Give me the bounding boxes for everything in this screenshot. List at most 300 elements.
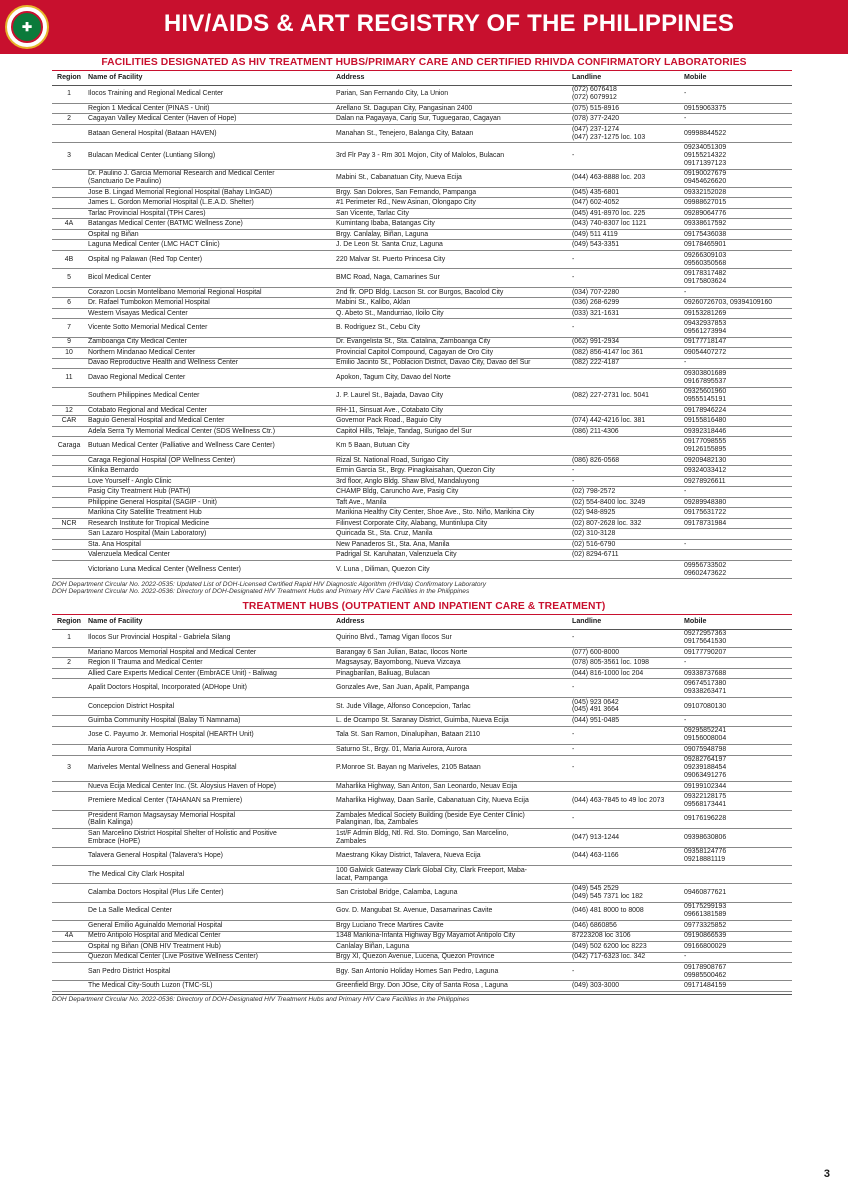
cell-address: Zambales Medical Society Building (beside Eye Center Clinic) Palanginan, Iba, Zambales	[334, 810, 570, 828]
cell-name: San Pedro District Hospital	[86, 963, 334, 981]
cell-landline: -	[570, 810, 682, 828]
cell-mobile: 09177098555 09126155895	[682, 437, 792, 455]
cell-name: Maria Aurora Community Hospital	[86, 745, 334, 756]
cell-name: Calamba Doctors Hospital (Plus Life Center)	[86, 884, 334, 902]
cell-name: Dr. Rafael Tumbokon Memorial Hospital	[86, 298, 334, 309]
cell-name: Metro Antipolo Hospital and Medical Center	[86, 931, 334, 942]
cell-address: Greenfield Brgy. Don JOse, City of Santa Rosa , Laguna	[334, 981, 570, 992]
cell-name: Corazon Locsin Montelibano Memorial Regional Hospital	[86, 287, 334, 298]
cell-region	[52, 358, 86, 369]
cell-region	[52, 865, 86, 883]
cell-name: Tarlac Provincial Hospital (TPH Cares)	[86, 208, 334, 219]
cell-landline: (075) 515-8916	[570, 103, 682, 114]
cell-region: NCR	[52, 518, 86, 529]
page-title: HIV/AIDS & ART REGISTRY OF THE PHILIPPINES	[163, 10, 735, 37]
cell-mobile: 09773325852	[682, 921, 792, 932]
cell-name: Southern Philippines Medical Center	[86, 387, 334, 405]
cell-mobile: 09159063375	[682, 103, 792, 114]
cell-landline: (047) 602-4052	[570, 198, 682, 209]
cell-mobile: 09956733502 09602473622	[682, 560, 792, 578]
cell-region: 9	[52, 337, 86, 348]
cell-address: Arellano St. Dagupan City, Pangasinan 2400	[334, 103, 570, 114]
cell-mobile: 09398630806	[682, 829, 792, 847]
cell-mobile	[682, 550, 792, 561]
cell-region	[52, 942, 86, 953]
table-row	[52, 931, 792, 942]
column-header-mobile: Mobile	[682, 72, 792, 85]
cell-mobile: 09358124776 09218881119	[682, 847, 792, 865]
cell-address: Brgy Luciano Trece Martires Cavite	[334, 921, 570, 932]
cell-name: Davao Regional Medical Center	[86, 369, 334, 387]
cell-name: The Medical City-South Luzon (TMC-SL)	[86, 981, 334, 992]
cell-name: Bicol Medical Center	[86, 269, 334, 287]
table-row	[52, 416, 792, 427]
cell-mobile: 09171484159	[682, 981, 792, 992]
cell-landline	[570, 781, 682, 792]
cell-mobile: 09272957363 09175641530	[682, 629, 792, 647]
cell-address: Tala St. San Ramon, Dinalupihan, Bataan 2110	[334, 726, 570, 744]
cell-name: Cagayan Valley Medical Center (Haven of Hope)	[86, 114, 334, 125]
cell-address: 1348 Marikina-Infanta Highway Bgy Mayamot Antipolo City	[334, 931, 570, 942]
cell-region	[52, 508, 86, 519]
cell-address: Q. Abeto St., Mandurriao, Iloilo City	[334, 308, 570, 319]
cell-name: Valenzuela Medical Center	[86, 550, 334, 561]
cell-name: Philippine General Hospital (SAGIP - Unit)	[86, 497, 334, 508]
cell-mobile: 09998844522	[682, 124, 792, 142]
cell-address: Apokon, Tagum City, Davao del Norte	[334, 369, 570, 387]
cell-mobile: 09332152028	[682, 187, 792, 198]
cell-region	[52, 287, 86, 298]
cell-mobile: 09178465901	[682, 240, 792, 251]
table-row	[52, 497, 792, 508]
table-row	[52, 884, 792, 902]
cell-mobile: -	[682, 487, 792, 498]
cell-address: 1st/F Admin Bldg, Ntl. Rd. Sto. Domingo, San Marcelino, Zambales	[334, 829, 570, 847]
cell-address: St. Jude Village, Alfonso Concepcion, Tarlac	[334, 697, 570, 715]
cell-address: Ermin Garcia St., Brgy. Pinagkaisahan, Quezon City	[334, 466, 570, 477]
cell-region	[52, 198, 86, 209]
cell-address: Capitol Hills, Telaje, Tandag, Surigao del Sur	[334, 426, 570, 437]
table-row	[52, 981, 792, 992]
cell-region	[52, 529, 86, 540]
cell-address: Canlalay Biñan, Laguna	[334, 942, 570, 953]
table-row	[52, 308, 792, 319]
cell-address: Barangay 6 San Julian, Batac, Ilocos Norte	[334, 647, 570, 658]
table-row	[52, 508, 792, 519]
cell-mobile: 09266309103 09560350568	[682, 250, 792, 268]
cell-name: Quezon Medical Center (Live Positive Wellness Center)	[86, 952, 334, 963]
table-row	[52, 658, 792, 669]
cell-mobile: 09289064776	[682, 208, 792, 219]
table-header-row	[52, 72, 792, 85]
table-row	[52, 697, 792, 715]
cell-region	[52, 668, 86, 679]
cell-name: Allied Care Experts Medical Center (EmbrACE Unit) - Baliwag	[86, 668, 334, 679]
cell-name: Butuan Medical Center (Palliative and Wellness Care Center)	[86, 437, 334, 455]
cell-name: James L. Gordon Memorial Hospital (L.E.A.D. Shelter)	[86, 198, 334, 209]
cell-landline: (077) 600-8000	[570, 647, 682, 658]
column-header-region: Region	[52, 616, 86, 629]
table-row	[52, 387, 792, 405]
table-row	[52, 829, 792, 847]
cell-address: Filinvest Corporate City, Alabang, Muntinlupa City	[334, 518, 570, 529]
cell-landline: (043) 740-8307 loc 1121	[570, 219, 682, 230]
cell-address: 220 Malvar St. Puerto Princesa City	[334, 250, 570, 268]
cell-region	[52, 497, 86, 508]
cell-mobile: 09175436038	[682, 229, 792, 240]
cell-name: Ospital ng Palawan (Red Top Center)	[86, 250, 334, 268]
cell-region	[52, 103, 86, 114]
cell-name: Guimba Community Hospital (Balay Ti Namnama)	[86, 716, 334, 727]
table-row	[52, 187, 792, 198]
cell-region	[52, 124, 86, 142]
table-row	[52, 229, 792, 240]
table-row	[52, 726, 792, 744]
table-row	[52, 476, 792, 487]
column-header-address: Address	[334, 72, 570, 85]
table-row	[52, 114, 792, 125]
cell-address: #1 Perimeter Rd., New Asinan, Olongapo City	[334, 198, 570, 209]
table-row	[52, 921, 792, 932]
cell-landline: -	[570, 745, 682, 756]
cell-address: Quiricada St., Sta. Cruz, Manila	[334, 529, 570, 540]
table-row	[52, 219, 792, 230]
cell-region: 1	[52, 629, 86, 647]
table-row	[52, 455, 792, 466]
cell-mobile	[682, 529, 792, 540]
cell-mobile: 09303801689 09167895537	[682, 369, 792, 387]
cell-name: Region II Trauma and Medical Center	[86, 658, 334, 669]
cell-region	[52, 647, 86, 658]
cell-mobile: 09176196228	[682, 810, 792, 828]
cell-mobile: 09190027679 09454626620	[682, 169, 792, 187]
cell-landline: (074) 442-4216 loc. 381	[570, 416, 682, 427]
column-header-landline: Landline	[570, 72, 682, 85]
cell-region	[52, 169, 86, 187]
cell-address: Maharlika Highway, San Anton, San Leonardo, Neuav Ecija	[334, 781, 570, 792]
section2-bottom-divider	[52, 994, 792, 995]
circular-note: DOH Department Circular No. 2022-0536: Directory of DOH-Designated HIV Treatment Hubs and Primary HIV Care Facilities in the Philippines	[52, 996, 470, 1003]
section1-title: FACILITIES DESIGNATED AS HIV TREATMENT HUBS/PRIMARY CARE AND CERTIFIED RHIVDA CONFIRMATORY LABORATORIES	[101, 57, 747, 68]
column-header-address: Address	[334, 616, 570, 629]
table-row	[52, 208, 792, 219]
table-row	[52, 755, 792, 781]
cell-name: Talavera General Hospital (Talavera's Hope)	[86, 847, 334, 865]
cell-name: Cotabato Regional and Medical Center	[86, 405, 334, 416]
cell-landline: (042) 717-6323 loc. 342	[570, 952, 682, 963]
cell-region	[52, 487, 86, 498]
cell-region: 4A	[52, 931, 86, 942]
table-row	[52, 405, 792, 416]
cell-address: Dr. Evangelista St., Sta. Catalina, Zamboanga City	[334, 337, 570, 348]
cell-address: Dalan na Pagayaya, Carig Sur, Tuguegarao, Cagayan	[334, 114, 570, 125]
cell-name: Region 1 Medical Center (PINAS - Unit)	[86, 103, 334, 114]
cell-region	[52, 697, 86, 715]
cell-region	[52, 902, 86, 920]
cell-mobile: 09178908767 09985500462	[682, 963, 792, 981]
cell-name: Vicente Sotto Memorial Medical Center	[86, 319, 334, 337]
cell-address: San Cristobal Bridge, Calamba, Laguna	[334, 884, 570, 902]
table-row	[52, 269, 792, 287]
cell-mobile: 09674517380 09338263471	[682, 679, 792, 697]
table-row	[52, 952, 792, 963]
cell-landline: (045) 491-8970 loc. 225	[570, 208, 682, 219]
cell-region: 2	[52, 658, 86, 669]
column-header-region: Region	[52, 72, 86, 85]
cell-address: L. de Ocampo St. Saranay District, Guimba, Nueva Ecija	[334, 716, 570, 727]
cell-address: Km 5 Baan, Butuan City	[334, 437, 570, 455]
cell-address: BMC Road, Naga, Camarines Sur	[334, 269, 570, 287]
cell-address: Gonzales Ave, San Juan, Apalit, Pampanga	[334, 679, 570, 697]
cell-region: 3	[52, 143, 86, 169]
cell-mobile: 09460877621	[682, 884, 792, 902]
cell-landline: (082) 227-2731 loc. 5041	[570, 387, 682, 405]
table-row	[52, 745, 792, 756]
cell-landline: (033) 321-1631	[570, 308, 682, 319]
table-row	[52, 337, 792, 348]
table-row	[52, 124, 792, 142]
cell-mobile: 09282764197 09239188454 09063491276	[682, 755, 792, 781]
cell-region: 4A	[52, 219, 86, 230]
section2-divider	[52, 614, 792, 615]
table-row	[52, 466, 792, 477]
cell-name: San Lazaro Hospital (Main Laboratory)	[86, 529, 334, 540]
cell-mobile: 09289948380	[682, 497, 792, 508]
cell-landline: (02) 8294-6711	[570, 550, 682, 561]
cell-region: 2	[52, 114, 86, 125]
cell-name: Northern Mindanao Medical Center	[86, 348, 334, 359]
cell-mobile: 09338737688	[682, 668, 792, 679]
cell-name: Davao Reproductive Health and Wellness Center	[86, 358, 334, 369]
column-header-name: Name of Facility	[86, 616, 334, 629]
cell-address: Kumintang Ibaba, Batangas City	[334, 219, 570, 230]
table-row	[52, 865, 792, 883]
table-row	[52, 426, 792, 437]
cell-address: Maestrang Kikay District, Talavera, Nueva Ecija	[334, 847, 570, 865]
cell-region	[52, 560, 86, 578]
cell-mobile: 09432937853 09561273994	[682, 319, 792, 337]
table-row	[52, 539, 792, 550]
cell-landline	[570, 865, 682, 883]
cell-mobile: 09278926611	[682, 476, 792, 487]
cell-name: Victoriano Luna Medical Center (Wellness Center)	[86, 560, 334, 578]
cell-address: P.Monroe St. Bayan ng Mariveles, 2105 Bataan	[334, 755, 570, 781]
cell-name: Ilocos Sur Provincial Hospital - Gabriela Silang	[86, 629, 334, 647]
cell-mobile: 09107080130	[682, 697, 792, 715]
cell-landline: (044) 463-8888 loc. 203	[570, 169, 682, 187]
cell-name: San Marcelino District Hospital Shelter of Holistic and Positive Embrace (HoPE)	[86, 829, 334, 847]
table-row	[52, 169, 792, 187]
cell-name: President Ramon Magsaysay Memorial Hospital (Balin Kalinga)	[86, 810, 334, 828]
cell-region	[52, 308, 86, 319]
table-header-row	[52, 616, 792, 629]
cell-landline: (049) 303-3000	[570, 981, 682, 992]
cell-region	[52, 981, 86, 992]
page-number: 3	[823, 1168, 830, 1180]
cell-region	[52, 476, 86, 487]
cell-address: Maharlika Highway, Daan Sarile, Cabanatuan City, Nueva Ecija	[334, 792, 570, 810]
cell-landline	[570, 437, 682, 455]
cell-region	[52, 726, 86, 744]
cell-name: Baguio General Hospital and Medical Center	[86, 416, 334, 427]
circular-note: DOH Department Circular No. 2022-0535: Updated List of DOH-Licensed Certified Rapid HIV Diagnostic Algorithm (rHIVda) Confirmatory Laboratory	[52, 581, 487, 588]
cell-landline: (036) 268-6299	[570, 298, 682, 309]
cell-mobile	[682, 865, 792, 883]
cell-landline: (02) 798-2572	[570, 487, 682, 498]
cell-landline: (044) 463-7845 to 49 loc 2073	[570, 792, 682, 810]
cell-mobile: 09324033412	[682, 466, 792, 477]
cell-mobile: 09190866539	[682, 931, 792, 942]
cell-name: Klinika Bernardo	[86, 466, 334, 477]
cell-name: Ospital ng Biñan (ONB HIV Treatment Hub)	[86, 942, 334, 953]
cell-mobile: -	[682, 114, 792, 125]
cell-region: Caraga	[52, 437, 86, 455]
cell-region	[52, 884, 86, 902]
cell-name: Apalit Doctors Hospital, Incorporated (ADHope Unit)	[86, 679, 334, 697]
cell-mobile: -	[682, 85, 792, 103]
cell-region: 12	[52, 405, 86, 416]
cell-mobile: 09178946224	[682, 405, 792, 416]
column-header-mobile: Mobile	[682, 616, 792, 629]
table-row	[52, 487, 792, 498]
cell-landline: (02) 516-6790	[570, 539, 682, 550]
cell-landline: (062) 991-2934	[570, 337, 682, 348]
cell-name: The Medical City Clark Hospital	[86, 865, 334, 883]
cell-address: Rizal St. National Road, Surigao City	[334, 455, 570, 466]
cell-landline: (049) 502 6200 loc 8223	[570, 942, 682, 953]
cell-landline: (045) 923 0642 (045) 491 3664	[570, 697, 682, 715]
cell-address: Brgy XI, Quezon Avenue, Lucena, Quezon Province	[334, 952, 570, 963]
cell-name: Jose B. Lingad Memorial Regional Hospital (Bahay LInGAD)	[86, 187, 334, 198]
cell-mobile: 09392318446	[682, 426, 792, 437]
section1-divider	[52, 70, 792, 71]
cell-address: Taft Ave., Manila	[334, 497, 570, 508]
page-header	[0, 0, 848, 54]
circular-note: DOH Department Circular No. 2022-0536: Directory of DOH-Designated HIV Treatment Hubs and Primary HIV Care Facilities in the Philippines	[52, 588, 470, 595]
cell-name: Adela Serra Ty Memorial Medical Center (SDS Wellness Ctr.)	[86, 426, 334, 437]
cell-landline: -	[570, 963, 682, 981]
cell-landline: (072) 6076418 (072) 6079912	[570, 85, 682, 103]
cell-name: Nueva Ecija Medical Center Inc. (St. Aloysius Haven of Hope)	[86, 781, 334, 792]
cell-name: Mariano Marcos Memorial Hospital and Medical Center	[86, 647, 334, 658]
cell-address: Quirino Blvd., Tamag Vigan Ilocos Sur	[334, 629, 570, 647]
cell-address: 2nd flr. OPD Bldg. Lacson St. cor Burgos, Bacolod City	[334, 287, 570, 298]
table-row	[52, 529, 792, 540]
cell-mobile: 09166800029	[682, 942, 792, 953]
cell-name: Dr. Paulino J. Garcia Memorial Research and Medical Center (Sanctuario De Paulino)	[86, 169, 334, 187]
table-row	[52, 143, 792, 169]
cell-landline: (046) 6860856	[570, 921, 682, 932]
cell-address: Provincial Capitol Compound, Cagayan de Oro City	[334, 348, 570, 359]
cell-address: J. De Leon St. Santa Cruz, Laguna	[334, 240, 570, 251]
cell-landline: -	[570, 466, 682, 477]
cell-landline: -	[570, 755, 682, 781]
table-row	[52, 716, 792, 727]
cell-address: Brgy. Canlalay, Biñan, Laguna	[334, 229, 570, 240]
section1-notes	[52, 581, 486, 595]
section2-table	[52, 616, 792, 992]
cell-name: De La Salle Medical Center	[86, 902, 334, 920]
cell-name: Research Institute for Tropical Medicine	[86, 518, 334, 529]
cell-mobile: -	[682, 287, 792, 298]
cell-mobile: 09295852241 09156008004	[682, 726, 792, 744]
cell-landline: (086) 211-4306	[570, 426, 682, 437]
cell-region: 11	[52, 369, 86, 387]
cell-address: Brgy. San Dolores, San Fernando, Pampanga	[334, 187, 570, 198]
cell-address: Pinagbarilan, Baliuag, Bulacan	[334, 668, 570, 679]
cell-region	[52, 921, 86, 932]
cell-mobile: 09322128175 09568173441	[682, 792, 792, 810]
cell-mobile: 09075948798	[682, 745, 792, 756]
table-row	[52, 902, 792, 920]
table-row	[52, 369, 792, 387]
cell-address: Manahan St., Tenejero, Balanga City, Bataan	[334, 124, 570, 142]
cell-landline: -	[570, 629, 682, 647]
cell-mobile: 09054407272	[682, 348, 792, 359]
cell-mobile: 09178317482 09175803624	[682, 269, 792, 287]
table-row	[52, 963, 792, 981]
cell-address: CHAMP Bldg, Caruncho Ave, Pasig City	[334, 487, 570, 498]
cell-landline: (045) 435-6801	[570, 187, 682, 198]
cell-address: Marikina Healthy City Center, Shoe Ave., Sto. Niño, Marikina City	[334, 508, 570, 519]
table-row	[52, 287, 792, 298]
cell-name: General Emilio Aguinaldo Memorial Hospital	[86, 921, 334, 932]
cell-mobile: -	[682, 716, 792, 727]
cell-mobile: 09209482130	[682, 455, 792, 466]
cell-landline: -	[570, 476, 682, 487]
cell-region	[52, 550, 86, 561]
cell-landline: (044) 463-1166	[570, 847, 682, 865]
cell-name: Sta. Ana Hospital	[86, 539, 334, 550]
cell-landline: (078) 805-3561 loc. 1098	[570, 658, 682, 669]
cell-landline: (047) 237-1274 (047) 237-1275 loc. 103	[570, 124, 682, 142]
section2-notes	[52, 996, 469, 1003]
cell-region: 5	[52, 269, 86, 287]
cell-landline: (049) 543-3351	[570, 240, 682, 251]
table-row	[52, 298, 792, 309]
table-row	[52, 437, 792, 455]
cell-landline: (044) 951-0485	[570, 716, 682, 727]
table-row	[52, 319, 792, 337]
column-header-landline: Landline	[570, 616, 682, 629]
table-row	[52, 85, 792, 103]
table-row	[52, 668, 792, 679]
section1-table	[52, 72, 792, 579]
cell-region	[52, 781, 86, 792]
cell-region	[52, 208, 86, 219]
table-row	[52, 629, 792, 647]
cell-address: Parian, San Fernando City, La Union	[334, 85, 570, 103]
cell-mobile: -	[682, 358, 792, 369]
table-row	[52, 550, 792, 561]
cell-address: Padrigal St. Karuhatan, Valenzuela City	[334, 550, 570, 561]
cell-mobile: 09155816480	[682, 416, 792, 427]
cell-landline: -	[570, 143, 682, 169]
cell-region: 6	[52, 298, 86, 309]
cell-name: Concepcion District Hospital	[86, 697, 334, 715]
cell-name: Zamboanga City Medical Center	[86, 337, 334, 348]
table-row	[52, 348, 792, 359]
cell-landline: (034) 707-2280	[570, 287, 682, 298]
cell-region	[52, 539, 86, 550]
table-row	[52, 250, 792, 268]
cell-name: Mariveles Mental Wellness and General Hospital	[86, 755, 334, 781]
cell-name: Marikina City Satellite Treatment Hub	[86, 508, 334, 519]
cell-address: V. Luna , Diliman, Quezon City	[334, 560, 570, 578]
cell-landline: (02) 310-3128	[570, 529, 682, 540]
table-row	[52, 518, 792, 529]
cell-address: J. P. Laurel St., Bajada, Davao City	[334, 387, 570, 405]
